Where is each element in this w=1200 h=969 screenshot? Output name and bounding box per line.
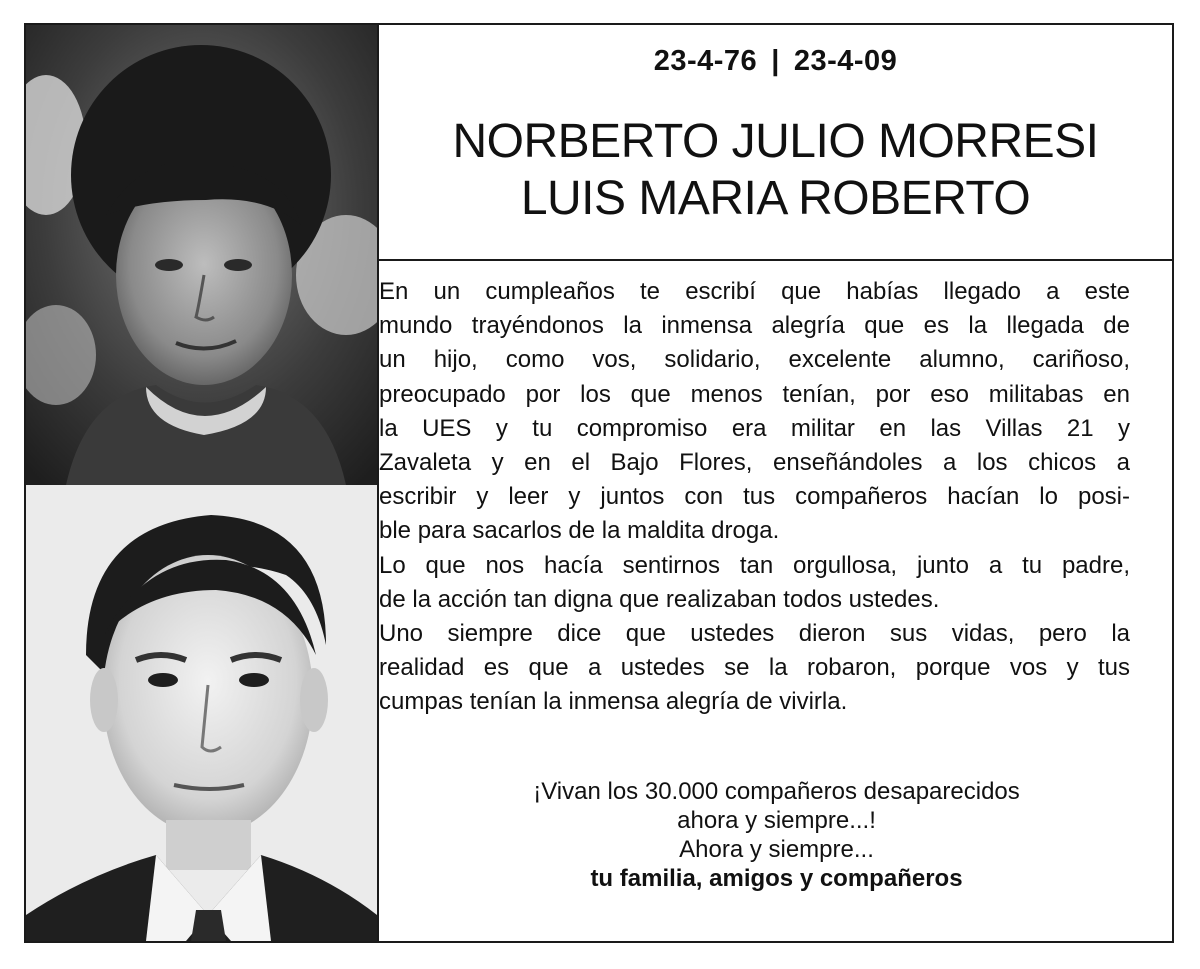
signature: tu familia, amigos y compañeros	[590, 865, 963, 892]
date-separator: |	[771, 45, 780, 77]
date-range	[379, 45, 1172, 78]
closing-line-2: ahora y siempre...!	[677, 807, 876, 834]
closing-line-1: ¡Vivan los 30.000 compañeros desaparecidos	[533, 778, 1020, 805]
notice-header	[379, 25, 1172, 261]
event-date: 23-4-09	[793, 45, 898, 77]
message-paragraph-1	[379, 275, 1130, 549]
text-line: un hijo, como vos, solidario, excelente alumno, cariñoso,	[379, 346, 1130, 374]
closing-line-3: Ahora y siempre...	[679, 836, 874, 863]
portrait-young-man-icon	[26, 25, 377, 485]
text-line: realidad es que a ustedes se la robaron, porque vos y tus	[379, 654, 1130, 682]
name-line-2: LUIS MARIA ROBERTO	[520, 172, 1031, 225]
text-line: preocupado por los que menos tenían, por eso militabas en	[379, 380, 1130, 408]
text-line: En un cumpleaños te escribí que habías llegado a este	[379, 278, 1130, 305]
message-paragraph-2	[379, 549, 1130, 617]
text-line: de la acción tan digna que realizaban todos ustedes.	[379, 585, 940, 613]
text-line: la UES y tu compromiso era militar en las Villas 21 y	[379, 414, 1130, 442]
message-paragraph-3	[379, 617, 1130, 720]
text-line: cumpas tenían la inmensa alegría de vivirla.	[379, 688, 848, 716]
person-names	[379, 113, 1172, 227]
text-line: escribir y leer y juntos con tus compañeros hacían lo posi-	[379, 483, 1130, 511]
message-body	[379, 275, 1130, 720]
text-line: ble para sacarlos de la maldita droga.	[379, 517, 780, 545]
closing-message	[353, 777, 1200, 893]
text-line: Uno siempre dice que ustedes dieron sus vidas, pero la	[379, 620, 1130, 648]
text-line: Lo que nos hacía sentirnos tan orgullosa, junto a tu padre,	[379, 551, 1130, 579]
text-line: Zavaleta y en el Bajo Flores, enseñándoles a los chicos a	[379, 449, 1130, 477]
portrait-man-suit-icon	[26, 485, 377, 941]
photo-column	[26, 25, 379, 941]
text-line: mundo trayéndonos la inmensa alegría que es la llegada de	[379, 312, 1130, 340]
birth-date: 23-4-76	[653, 45, 758, 77]
name-line-1: NORBERTO JULIO MORRESI	[452, 115, 1099, 168]
